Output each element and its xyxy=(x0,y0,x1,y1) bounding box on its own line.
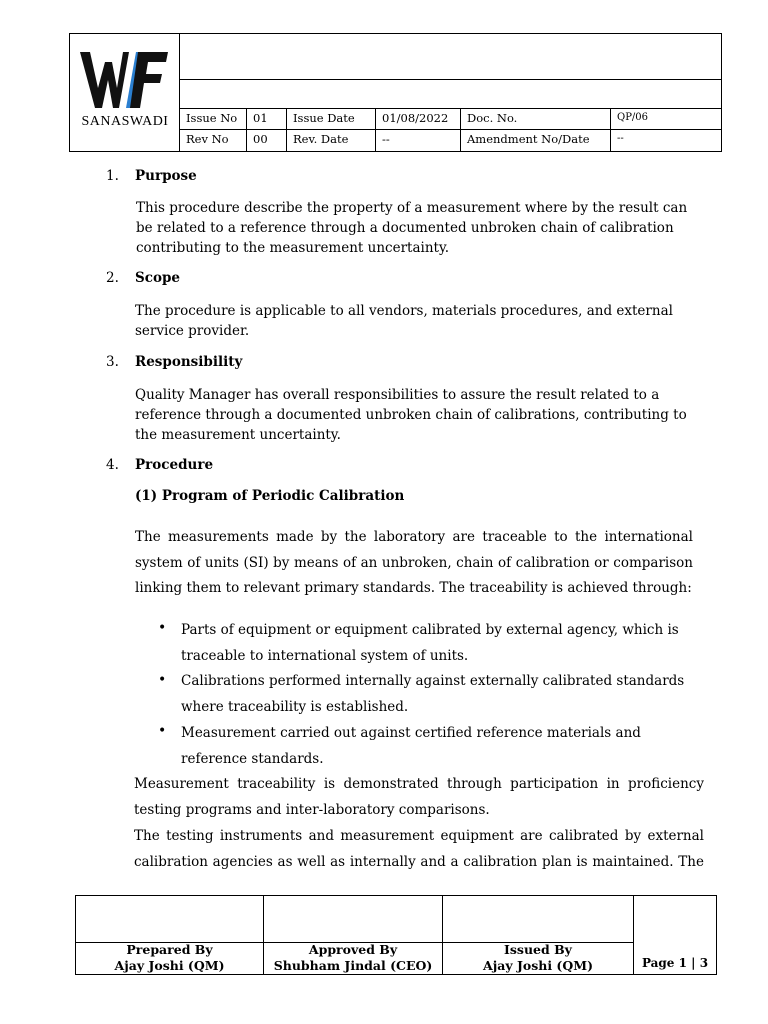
bullet-icon: • xyxy=(158,672,167,688)
signature-footer xyxy=(75,895,717,975)
section-title-purpose: Purpose xyxy=(135,168,197,184)
subsection-title: (1) Program of Periodic Calibration xyxy=(135,488,405,504)
issued-by-cell xyxy=(443,896,634,974)
page-number: Page 1 | 3 xyxy=(641,956,709,970)
purpose-text: This procedure describe the property of a measurement where by the result can be related to a reference through a documented unbroken chain of calibration contributing to the measurement uncertainty. xyxy=(136,200,688,256)
responsibility-text: Quality Manager has overall responsibilities to assure the result related to a reference through a documented unbroken chain of calibrations, contributing to the measurement uncertainty. xyxy=(135,387,687,443)
approved-by xyxy=(264,942,442,974)
section-number: 1. xyxy=(106,168,119,184)
bullet-item: Parts of equipment or equipment calibrated by external agency, which is traceable to international system of units. xyxy=(181,622,679,664)
rev-date-value: -- xyxy=(376,130,461,151)
section-title-procedure: Procedure xyxy=(135,457,214,473)
issue-no-value: 01 xyxy=(247,109,287,130)
section-number: 2. xyxy=(106,270,119,286)
testing-paragraph: The testing instruments and measurement equipment are calibrated by external calibration agencies as well as internally and a calibration plan is maintained. The xyxy=(134,828,704,870)
company-logo xyxy=(80,50,170,112)
prepared-by xyxy=(76,942,263,974)
logo-text: SANASWADI xyxy=(81,114,169,129)
issue-no-label: Issue No xyxy=(180,109,247,130)
rev-no-value: 00 xyxy=(247,130,287,151)
issued-by-name: Ajay Joshi (QM) xyxy=(483,958,593,973)
bullet-icon: • xyxy=(158,723,167,739)
prepared-by-label: Prepared By xyxy=(126,942,213,957)
section-number: 4. xyxy=(106,457,119,473)
doc-no-value: QP/06 xyxy=(611,109,722,130)
issued-by xyxy=(443,942,633,974)
procedure-intro: The measurements made by the laboratory are traceable to the international system of units (SI) by means of an unbroken, chain of calibration or comparison linking them to relevant primary standards. The traceability is achieved through: xyxy=(135,529,693,596)
doc-no-label: Doc. No. xyxy=(461,109,611,130)
logo-cell xyxy=(70,34,180,151)
issued-by-label: Issued By xyxy=(504,942,572,957)
traceability-paragraph: Measurement traceability is demonstrated through participation in proficiency testing programs and inter-laboratory comparisons. xyxy=(134,776,704,818)
bullet-icon: • xyxy=(158,620,167,636)
section-title-scope: Scope xyxy=(135,270,181,286)
document-header xyxy=(69,33,722,152)
amendment-value: -- xyxy=(617,133,624,144)
section-number: 3. xyxy=(106,354,119,370)
approved-by-name: Shubham Jindal (CEO) xyxy=(273,958,433,973)
rev-no-label: Rev No xyxy=(180,130,247,151)
amendment-label: Amendment No/Date xyxy=(461,130,611,151)
rev-date-label: Rev. Date xyxy=(287,130,376,151)
section-title-responsibility: Responsibility xyxy=(135,354,243,370)
header-title-cell xyxy=(180,34,722,80)
approved-by-label: Approved By xyxy=(308,942,398,957)
prepared-by-name: Ajay Joshi (QM) xyxy=(114,958,225,973)
scope-text: The procedure is applicable to all vendors, materials procedures, and external service provider. xyxy=(135,303,673,339)
approved-by-cell xyxy=(264,896,443,974)
prepared-by-cell xyxy=(76,896,264,974)
bullet-item: Calibrations performed internally against externally calibrated standards where traceability is established. xyxy=(181,673,685,715)
issue-date-value: 01/08/2022 xyxy=(376,109,461,130)
header-subtitle-cell xyxy=(180,80,722,109)
bullet-item: Measurement carried out against certified reference materials and reference standards. xyxy=(181,725,641,767)
issue-date-label: Issue Date xyxy=(287,109,376,130)
